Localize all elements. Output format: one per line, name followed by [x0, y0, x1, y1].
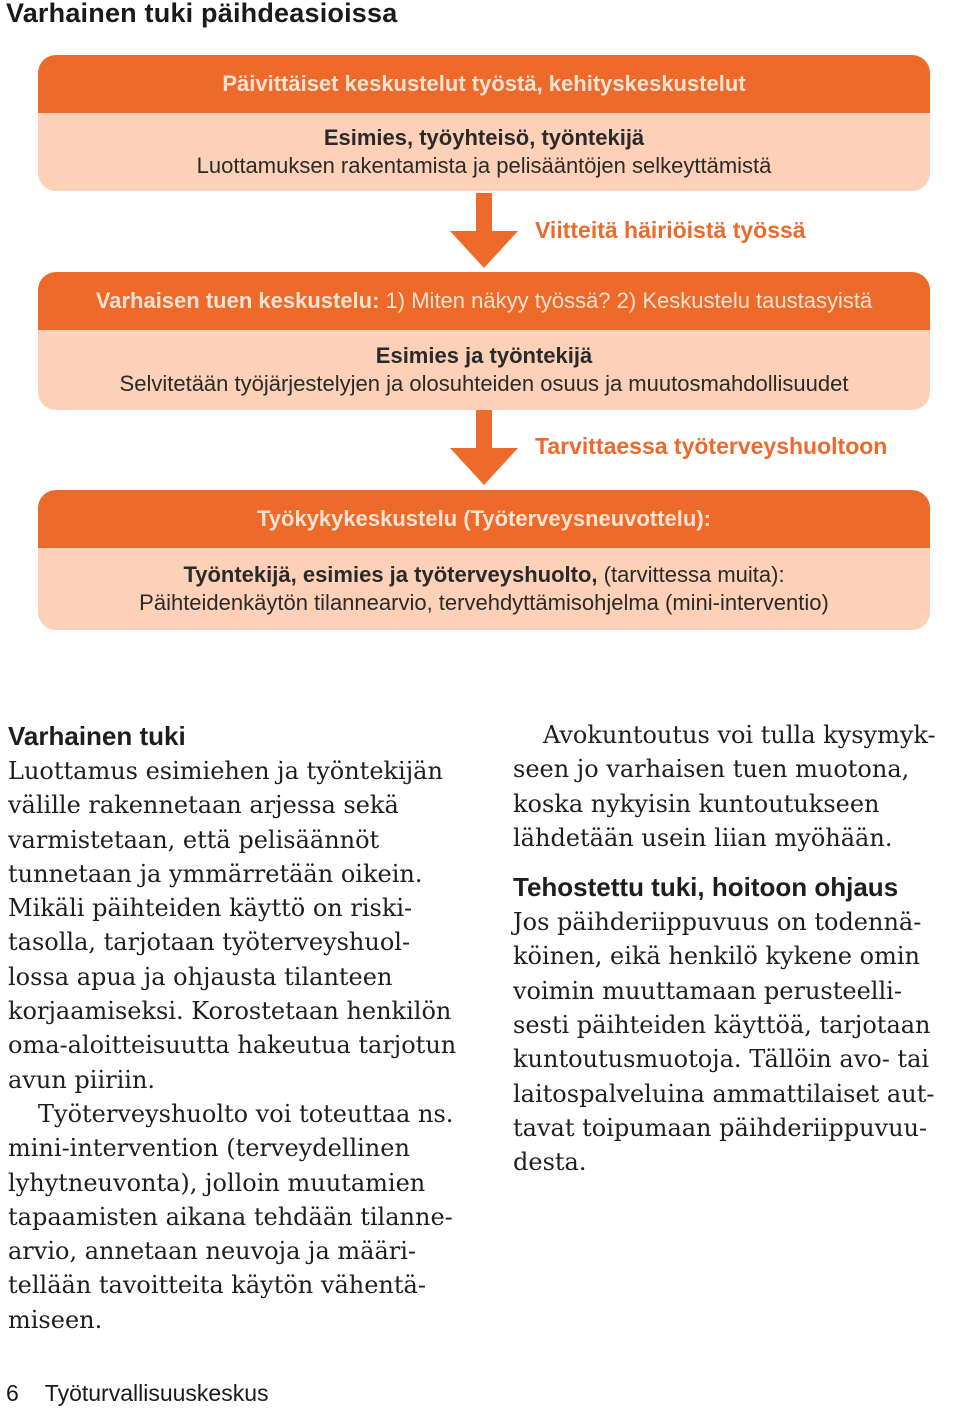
flow-box-work-ability-description: Päihteidenkäytön tilannearvio, tervehdyttämisohjelma (mini-interventio) — [139, 590, 829, 615]
flow-box-daily-header-text: Päivittäiset keskustelut työstä, kehityskeskustelut — [222, 71, 746, 96]
text-line: desta. — [513, 1148, 587, 1177]
text-line: avun piiriin. — [8, 1065, 156, 1094]
text-line: seen jo varhaisen tuen muotona, — [513, 755, 910, 784]
arrow-label-occupational-health: Tarvittaessa työterveyshuoltoon — [535, 433, 888, 459]
text-line: Jos päihderiippuvuus on todennä- — [513, 908, 922, 937]
text-line: lähdetään usein liian myöhään. — [513, 823, 893, 852]
text-line: Työterveyshuolto voi toteuttaa ns. — [38, 1099, 454, 1128]
text-line: miseen. — [8, 1305, 103, 1334]
text-line: lyhytneuvonta), jolloin muutamien — [8, 1168, 426, 1197]
left-column — [8, 718, 488, 1337]
text-line: lossa apua ja ohjausta tilanteen — [8, 962, 393, 991]
text-line: kuntoutusmuotoja. Tällöin avo- tai — [513, 1045, 930, 1074]
flow-box-daily-body — [38, 113, 930, 191]
text-line: varmistetaan, että pelisäännöt — [8, 825, 380, 854]
flow-box-work-ability-participants-rest: (tarvittessa muita): — [597, 562, 785, 587]
text-line: mini-intervention (terveydellinen — [8, 1134, 410, 1163]
publisher-name: Työturvallisuuskeskus — [44, 1380, 269, 1406]
flow-box-early-support-description: Selvitetään työjärjestelyjen ja olosuhteiden osuus ja muutosmahdollisuudet — [119, 371, 849, 396]
flow-box-early-support-participants: Esimies ja työntekijä — [375, 343, 593, 368]
flow-box-early-support-header-bold: Varhaisen tuen keskustelu: — [95, 288, 380, 313]
flow-box-work-ability-participants — [38, 561, 930, 589]
text-line: korjaamiseksi. Korostetaan henkilön — [8, 997, 452, 1026]
text-line: Avokuntoutus voi tulla kysymyk- — [543, 721, 936, 749]
flow-box-work-ability-body — [38, 548, 930, 630]
text-line: tapaamisten aikana tehdään tilanne- — [8, 1202, 453, 1231]
page-number: 6 — [6, 1380, 19, 1406]
flow-box-early-support-header-rest: 1) Miten näkyy työssä? 2) Keskustelu taustasyistä — [379, 288, 873, 313]
flow-box-daily-description: Luottamuksen rakentamista ja pelisääntöjen selkeyttämistä — [196, 153, 772, 178]
text-line: sesti päihteiden käyttöä, tarjotaan — [513, 1011, 931, 1040]
text-line: köinen, eikä henkilö kykene omin — [513, 942, 920, 971]
text-line: tavat toipumaan päihderiippuvuu- — [513, 1113, 928, 1142]
text-line: tunnetaan ja ymmärretään oikein. — [8, 859, 423, 888]
text-line: voimin muuttamaan perusteelli- — [513, 976, 902, 1005]
right-column-heading: Tehostettu tuki, hoitoon ohjaus — [513, 872, 899, 903]
flow-box-work-ability-header — [38, 490, 930, 548]
down-arrow-icon — [450, 410, 518, 485]
flow-box-early-support — [38, 272, 930, 410]
text-line: laitospalveluina ammattilaiset aut- — [513, 1079, 935, 1108]
text-line: oma-aloitteisuutta hakeutua tarjotun — [8, 1031, 457, 1060]
text-line: tasolla, tarjotaan työterveyshuol- — [8, 928, 411, 957]
text-line: tellään tavoitteita käytön vähentä- — [8, 1271, 426, 1300]
left-column-heading: Varhainen tuki — [8, 721, 186, 751]
text-line: koska nykyisin kuntoutukseen — [513, 789, 880, 818]
text-line: Luottamus esimiehen ja työntekijän — [8, 757, 443, 785]
right-column — [513, 718, 958, 1180]
flow-box-early-support-header — [38, 272, 930, 330]
flow-box-daily-participants: Esimies, työyhteisö, työntekijä — [323, 125, 645, 150]
flow-box-work-ability — [38, 490, 930, 630]
text-line: välille rakennetaan arjessa sekä — [8, 791, 399, 820]
text-line: arvio, annetaan neuvoja ja määri- — [8, 1237, 417, 1266]
flow-box-early-support-body — [38, 330, 930, 410]
arrow-label-signs: Viitteitä häiriöistä työssä — [535, 217, 806, 243]
page-footer — [6, 1380, 269, 1407]
flow-box-daily-header — [38, 55, 930, 113]
page-title: Varhainen tuki päihdeasioissa — [6, 0, 398, 28]
text-line: Mikäli päihteiden käyttö on riski- — [8, 894, 413, 923]
down-arrow-icon — [450, 193, 518, 268]
flow-box-work-ability-participants-bold: Työntekijä, esimies ja työterveyshuolto, — [183, 562, 598, 587]
flow-box-work-ability-header-text: Työkykykeskustelu (Työterveysneuvottelu): — [256, 506, 711, 531]
flow-box-daily — [38, 55, 930, 191]
